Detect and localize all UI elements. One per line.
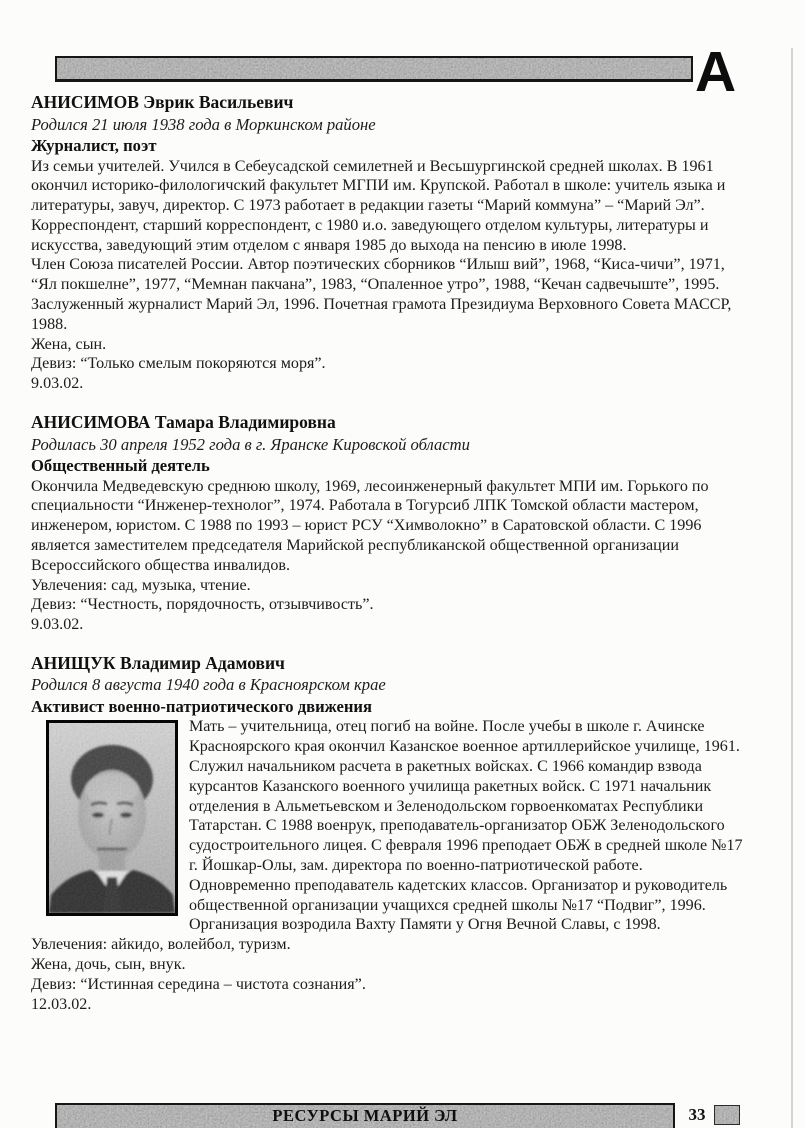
entry-paragraph: Мать – учительница, отец погиб на войне. После учебы в школе г. Ачинске Красноярского края окончил Казанское военное артиллерийское училище, 1961. Служил начальником расчета в ракетных войсках. С 1966 командир взвода курсантов Казанского военного училища ракетных войск. С 1971 начальник отделения в Альметьевском и Зеленодольском горвоенкоматах Республики Татарстан. С 1988 военрук, преподаватель-организатор ОБЖ Зеленодольского судостроительного лицея. С февраля 1996 преподает ОБЖ в средней школе №17 г. Йошкар-Олы, зам. директора по военно-патриотической работе. Одновременно преподаватель кадетских классов. Организатор и руководитель общественной организации учащихся средней школы №17 “Подвиг”, 1996. Организация возродила Вахту Памяти у Огня Вечной Славы, с 1998. [189,718,743,934]
page-number: 33 [688,1105,706,1124]
entry-paragraph: Заслуженный журналист Марий Эл, 1996. Почетная грамота Президиума Верховного Совета МАССР, 1988. [31,296,732,333]
entries [31,92,747,1032]
entry-paragraph: Жена, дочь, сын, внук. [31,956,186,973]
entry-body [31,477,747,635]
bar-texture [57,58,691,79]
entry-name: АНИЩУК Владимир Адамович [31,652,285,673]
footer-bar [55,1103,675,1128]
entry-paragraph: Окончила Медведевскую среднюю школу, 1969, лесоинженерный факультет МПИ им. Горького по специальности “Инженер-технолог”, 1974. Работала в Тогурсиб ЛПК Томской области мастером, инженером, юристом. С 1988 по 1993 – юрист РСУ “Химволокно” в Саратовской области. С 1996 является заместителем председателя Марийской республиканской общественной организации Всероссийского общества инвалидов. [31,477,709,574]
entry-paragraph: Жена, сын. [31,335,107,353]
entry-role: Журналист, поэт [31,136,157,155]
entry-name: АНИСИМОВ Эврик Васильевич [31,92,294,112]
entry [31,653,747,1014]
entry-paragraph: Девиз: “Истинная середина – чистота сознания”. [31,975,366,993]
entry-paragraph: Из семьи учителей. Учился в Себеусадской семилетней и Весьшургинской средней школах. В 1961 окончил историко-филологичский факультет МГПИ им. Крупской. Работал в школе: учитель языка и литературы, завуч, директор. С 1973 работает в редакции газеты “Марий коммуна” – “Марий Эл”. Корреспондент, старший корреспондент, с 1980 и.о. заведующего отделом культуры, литературы и искусства, заведующий этим отделом с января 1985 до выхода на пенсию в июле 1998. [31,157,726,254]
scan-artifact-line [791,48,793,1128]
entry-paragraph: Девиз: “Только смелым покоряются моря”. [31,355,326,373]
entry-body [31,717,747,1014]
bar-texture [715,1106,739,1124]
entry [31,92,747,394]
entry-born: Родился 21 июля 1938 года в Моркинском районе [31,114,376,134]
portrait-photo [46,720,178,916]
entry-body [31,157,747,395]
section-header-bar [55,56,693,82]
entry-paragraph: 12.03.02. [31,995,92,1013]
section-letter: А [695,40,737,104]
entry-name: АНИСИМОВА Тамара Владимировна [31,412,336,433]
entry-born: Родилась 30 апреля 1952 года в г. Яранске Кировской области [31,434,470,454]
entry-paragraph: Увлечения: айкидо, волейбол, туризм. [31,936,291,954]
entry-paragraph: 9.03.02. [31,616,84,634]
entry-paragraph: Девиз: “Честность, порядочность, отзывчивость”. [31,596,374,614]
entry-paragraph: 9.03.02. [31,375,84,393]
entry [31,412,747,635]
footer-title: РЕСУРСЫ МАРИЙ ЭЛ [272,1106,458,1125]
entry-paragraph: Член Союза писателей России. Автор поэтических сборников “Илыш вий”, 1968, “Киса-чичи”, 1971, “Ял покшелне”, 1977, “Мемнан пакчана”, 1983, “Опаленное утро”, 1988, “Кечан садвечыште”, 1995. [31,256,725,294]
page-number-ornament [714,1105,740,1125]
entry-role: Общественный деятель [31,456,210,476]
entry-paragraph: Увлечения: сад, музыка, чтение. [31,576,251,594]
entry-born: Родился 8 августа 1940 года в Красноярском крае [31,675,386,695]
portrait-photo-image [49,723,175,913]
entry-role: Активист военно-патриотического движения [31,696,372,716]
